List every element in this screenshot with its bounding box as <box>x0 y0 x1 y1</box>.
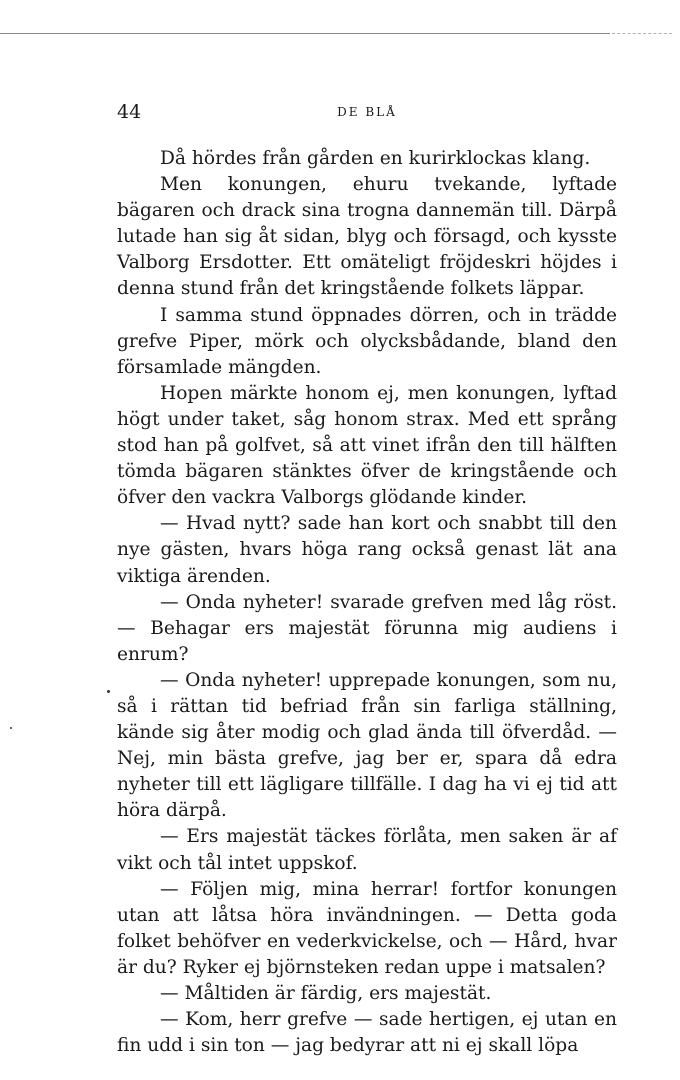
paragraph: — Följen mig, mina herrar! fortfor konungen utan att låtsa höra invändningen. — Detta goda folket behöfver en vederkvickelse, och — Hård, hvar är du? Ryker ej björnsteken redan uppe i matsalen? <box>117 878 617 978</box>
running-head: DE BLÅ <box>337 105 397 119</box>
stray-ink-mark <box>107 690 110 693</box>
stray-ink-mark <box>10 727 12 729</box>
paragraph: — Onda nyheter! upprepade konungen, som nu, så i rättan tid befriad från sin farliga ställning, kände sig åter modig och glad ända till öfverdåd. — Nej, min bästa grefve, jag ber er, spara då edra nyheter till ett lägligare tillfälle. I dag ha vi ej tid att höra därpå. <box>117 669 617 822</box>
paragraph: — Hvad nytt? sade han kort och snabbt till den nye gästen, hvars höga rang också genast lät ana viktiga ärenden. <box>117 513 617 587</box>
page-number: 44 <box>117 101 142 123</box>
paragraph: — Onda nyheter! svarade grefven med låg röst. — Behagar ers majestät förunna mig audiens i enrum? <box>117 591 617 665</box>
paragraph: — Kom, herr grefve — sade hertigen, ej utan en fin udd i sin ton — jag bedyrar att ni ej skall löpa <box>117 1009 617 1057</box>
paragraph: Då hördes från gården en kurirklockas klang. <box>160 148 591 169</box>
paragraph: — Ers majestät täckes förlåta, men saken är af vikt och tål intet uppskof. <box>117 826 617 874</box>
body-text <box>117 146 617 1059</box>
paragraph: — Måltiden är färdig, ers majestät. <box>160 983 492 1004</box>
page-header <box>117 99 617 125</box>
top-rule-tail <box>612 33 672 34</box>
paragraph: Hopen märkte honom ej, men konungen, lyftad högt under taket, såg honom strax. Med ett språng stod han på golfvet, så att vinet ifrån den till hälften tömda bägaren stänktes öfver de kringstående och öfver den vackra Valborgs glödande kinder. <box>117 382 617 509</box>
top-rule <box>0 33 610 34</box>
paragraph: I samma stund öppnades dörren, och in trädde grefve Piper, mörk och olycksbådande, bland den församlade mängden. <box>117 304 617 378</box>
paragraph: Men konungen, ehuru tvekande, lyftade bägaren och drack sina trogna dannemän till. Därpå lutade han sig åt sidan, blyg och försagd, och kysste Valborg Ersdotter. Ett omäteligt fröjdeskri höjdes i denna stund från det kringstående folkets läppar. <box>117 174 617 300</box>
